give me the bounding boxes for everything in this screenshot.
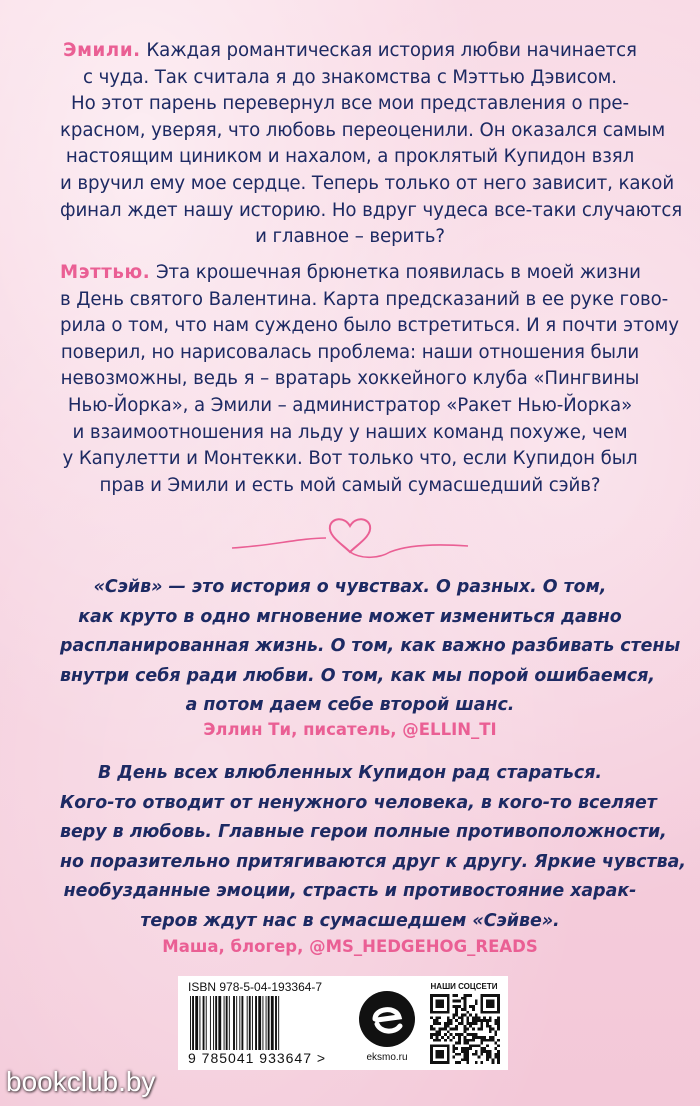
emily-line: Но этот парень перевернул все мои представления о пре- <box>71 93 629 115</box>
emily-speaker-label: Эмили. <box>63 40 141 61</box>
publisher-site: eksmo.ru <box>366 1052 408 1063</box>
review-2-line: теров ждут нас в сумасшедшем «Сэйве». <box>140 910 560 931</box>
emily-line: и вручил ему мое сердце. Теперь только от него зависит, какой <box>60 172 675 194</box>
matthew-line: Эта крошечная брюнетка появилась в моей жизни <box>155 262 641 283</box>
emily-line: настоящим циником и нахалом, а проклятый Купидон взял <box>65 146 635 168</box>
review-1-text <box>60 573 681 721</box>
emily-line: с чуда. Так считала я до знакомства с Мэттью Дэвисом. <box>83 66 617 88</box>
review-2-text <box>60 759 686 936</box>
matthew-line: рила о том, что нам суждено было встретиться. И я почти этому <box>60 315 679 337</box>
matthew-speaker-label: Мэттью. <box>60 262 151 283</box>
emily-line: Каждая романтическая история любви начинается <box>146 40 637 61</box>
emily-line: финал ждет нашу историю. Но вдруг чудеса все-таки случаются <box>60 199 683 221</box>
barcode-icon <box>188 996 340 1050</box>
review-1-line: как круто в одно мгновение может измениться давно <box>78 606 622 627</box>
review-1-line: распланированная жизнь. О том, как важно разбивать стены <box>60 636 681 656</box>
emily-line: и главное – верить? <box>255 226 445 248</box>
matthew-line: в День святого Валентина. Карта предсказаний в ее руке гово- <box>60 288 669 310</box>
matthew-line: невозможны, ведь я – вратарь хоккейного клуба «Пингвины <box>60 368 640 390</box>
matthew-line: у Капулетти и Монтекки. Вот только что, если Купидон был <box>62 448 638 470</box>
review-1-line: а потом даем себе второй шанс. <box>185 695 515 715</box>
review-2-line: Кого-то отводит от ненужного человека, в кого-то вселяет <box>60 792 657 813</box>
barcode-panel <box>178 976 508 1070</box>
matthew-line: прав и Эмили и есть мой самый сумасшедший сэйв? <box>99 474 601 496</box>
qr-code-icon <box>430 994 500 1064</box>
review-2-line: В День всех влюбленных Купидон рад стараться. <box>98 763 602 783</box>
barcode-digits: 9 785041 933647 > <box>188 1050 327 1066</box>
heart-icon <box>330 519 370 552</box>
emily-paragraph <box>60 38 683 251</box>
watermark: bookclub.by <box>6 1066 156 1097</box>
review-2-line: необузданные эмоции, страсть и противостояние харак- <box>63 881 637 901</box>
review-1-line: «Сэйв» — это история о чувствах. О разных. О том, <box>93 577 607 597</box>
heart-divider-icon <box>230 508 470 564</box>
social-label: НАШИ СОЦСЕТИ <box>430 982 498 991</box>
matthew-paragraph <box>60 260 679 499</box>
eksmo-logo-icon <box>358 990 416 1048</box>
divider-right-line-icon <box>350 545 468 557</box>
review-2-attribution: Маша, блогер, @MS_HEDGEHOG_READS <box>162 937 538 956</box>
review-2-line: но поразительно притягиваются друг к другу. Яркие чувства, <box>60 851 686 872</box>
review-2-line: веру в любовь. Главные герои полные противоположности, <box>60 822 667 842</box>
divider-left-line-icon <box>232 538 326 548</box>
review-1-attribution: Эллин Ти, писатель, @ELLIN_TI <box>203 720 497 739</box>
review-1-line: внутри себя ради любви. О том, как мы порой ошибаемся, <box>60 665 656 686</box>
emily-line: красном, уверяя, что любовь переоценили. Он оказался самым <box>60 119 666 141</box>
matthew-line: поверил, но нарисовалась проблема: наши отношения были <box>60 341 640 363</box>
matthew-line: и взаимоотношения на льду у наших команд похуже, чем <box>72 421 628 443</box>
isbn-label: ISBN 978-5-04-193364-7 <box>188 980 323 994</box>
matthew-line: Нью-Йорка», а Эмили – администратор «Ракет Нью-Йорка» <box>67 394 633 416</box>
